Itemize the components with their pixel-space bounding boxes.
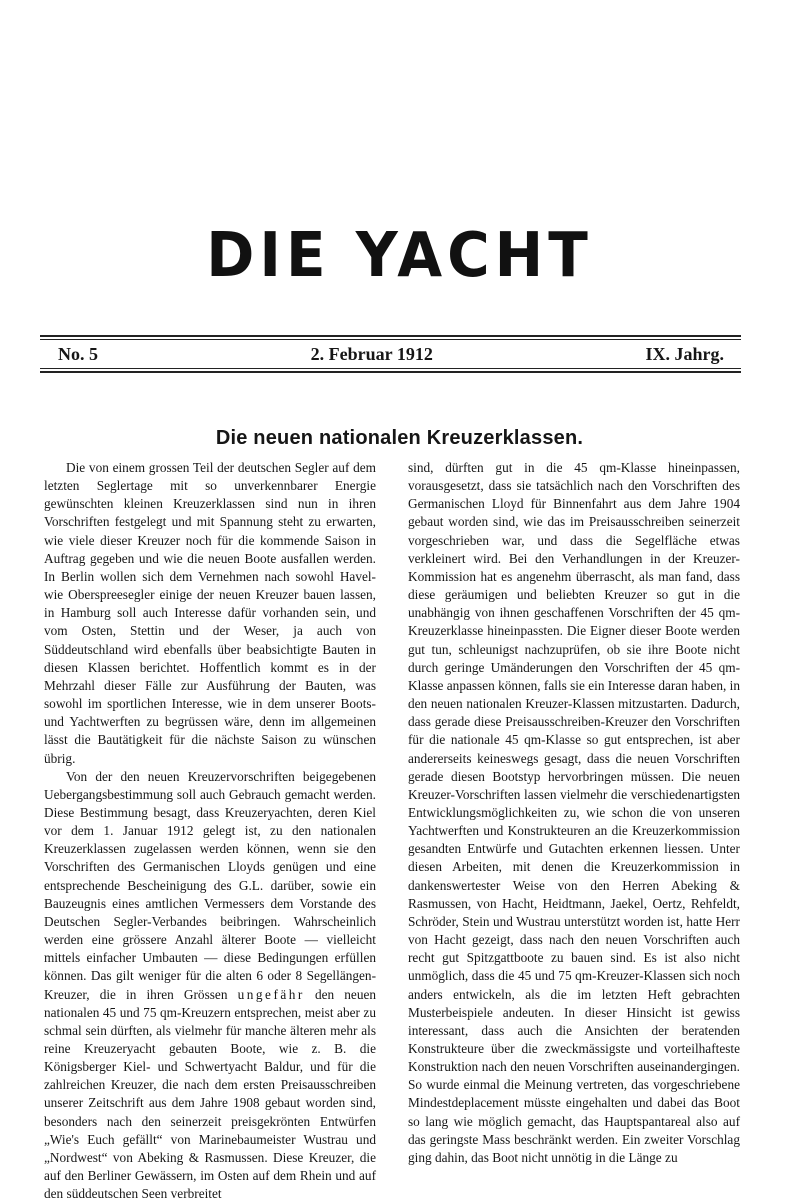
masthead-rule-bottom-thin	[40, 368, 741, 369]
paragraph-continued: sind, dürften gut in die 45 qm-Klasse hineinpassen, vorausgesetzt, dass sie tatsächlich nach den Vorschriften des Germanischen Lloyd für Binnenfahrt aus dem Jahre 1904 gebaut worden sind, wie das im Preisausschreiben seinerzeit vorgeschrieben war, und dass die Segelfläche etwas verkleinert wird. Bei den Verhandlungen in der Kreuzer-Kommission hat es angenehm überrascht, als man fand, dass diese geräumigen und beliebten Kreuzer so gut in die unabhängig von ihnen geschaffenen Vorschriften der 45 qm-Kreuzerklasse hineinpassten. Die Eigner dieser Boote werden gut tun, schleunigst nachzuprüfen, ob sie ihre Boote nicht durch geringe Umänderungen den Vorschriften der 45 qm-Klasse anpassen können, falls sie ein Interesse daran haben, in den neuen nationalen Kreuzer-Klassen mitzustarten. Dadurch, dass gerade diese Preisausschreiben-Kreuzer den Vorschriften für die nationale 45 qm-Klasse so gut entsprechen, ist aber andererseits keineswegs gesagt, dass die neuen Vorschriften gerade diesen Bootstyp hervorbringen müssen. Die neuen Kreuzer-Vorschriften lassen vielmehr die verschiedenartigsten Entwicklungsmöglichkeiten zu, wie schon die von unseren Yachtwerften und Konstrukteuren an die Kreuzerkommission gesandten Entwürfe und Gutachten erkennen liessen. Unter diesen Arbeiten, mit denen die Kreuzerkommission in dankenswertester Weise von den Herren Abeking & Rasmussen, von Hacht, Heidtmann, Jaekel, Oertz, Rehfeldt, Schröder, Stein und Wustrau unterstützt worden ist, hatte Herr von Hacht gezeigt, dass nach den neuen Vorschriften auch recht gut Spitzgattboote zu bauen sind. Es ist also nicht unmöglich, dass die 45 und 75 qm-Kreuzer-Klassen sich noch anders entwickeln, als die im letzten Heft gebrachten Musterbeispiele andeuten. In dieser Hinsicht ist gewiss interessant, dass auch die Ansichten der beratenden Konstrukteure über die zweckmässigste und vorteilhafteste Konstruktion nach den neuen Vorschriften auseinandergingen. So wurde einmal die Meinung vertreten, das vorgeschriebene Mindestdeplacement müsste eingehalten und dabei das Boot so lang wie möglich gemacht, das Hauptspantareal also auf das geringste Mass beschränkt werden. Ein zweiter Vorschlag ging dahin, das Boot nicht unnötig in die Länge zu	[408, 460, 740, 1165]
issue-volume: IX. Jahrg.	[645, 343, 724, 364]
issue-date: 2. Februar 1912	[310, 343, 433, 364]
masthead-title: DIE YACHT	[206, 218, 593, 292]
article-column-right	[408, 459, 740, 1165]
paragraph-text: den neuen nationalen 45 und 75 qm-Kreuzern entsprechen, meist aber zu schmal sein dürften, als vielmehr für manche älteren mehr als reine Kreuzeryacht gebauten Boote, wie z. B. die Königsberger Kiel- und Schwertyacht Baldur, und für die zahlreichen Kreuzer, die nach dem ersten Preisausschreiben unserer Zeitschrift aus dem Jahre 1908 gebaut worden sind, besonders nach den seinerzeit preisgekrönten Entwürfen „Wie's Euch gefällt“ von Marinebaumeister Wustrau und „Nordwest“ von Abeking & Rasmussen. Diese Kreuzer, die auf den Berliner Gewässern, im Osten auf dem Rhein und auf den süddeutschen Seen verbreitet	[44, 986, 377, 1202]
article-title: Die neuen nationalen Kreuzerklassen.	[215, 427, 584, 449]
article-column-left	[44, 459, 377, 1202]
issue-number: No. 5	[58, 343, 98, 364]
masthead-rule-bottom	[40, 371, 741, 373]
masthead-rule-top	[40, 335, 741, 337]
paragraph-text: Von der den neuen Kreuzervorschriften beigegebenen Uebergangsbestimmung soll auch Gebrauch gemacht werden. Diese Bestimmung besagt, dass Kreuzeryachten, deren Kiel vor dem 1. Januar 1912 gelegt ist, zu den nationalen Kreuzerklassen zugelassen werden können, wenn sie den Vorschriften des Germanischen Lloyds genügen und eine entsprechende Bescheinigung des G.L. darüber, sowie ein Bauzeugnis eines amtlichen Vermessers dem Vorstande des Deutschen Segler-Verbandes beibringen. Wahrscheinlich werden eine grössere Anzahl älterer Boote — vielleicht mittels einfacher Umbauten — diese Bedingungen erfüllen können. Das gilt weniger für die alten 6 oder 8 Segellängen-Kreuzer, die in ihren Grössen	[44, 768, 376, 1002]
paragraph: Die von einem grossen Teil der deutschen Segler auf dem letzten Seglertage mit so unverkennbarer Energie gewünschten kleinen Kreuzerklassen sind nun in ihren Vorschriften festgelegt und mit Spannung steht zu erwarten, wie viele dieser Kreuzer noch für die kommende Saison in Auftrag gegeben und wie die neuen Boote ausfallen werden. In Berlin wollen sich dem Vernehmen nach sowohl Havel- wie Oberspreesegler einige der neuen Kreuzer bauen lassen, in Hamburg soll auch Interesse dafür vorhanden sein, und vom Osten, Stettin und der Weser, ja auch von Süddeutschland wird ebenfalls über beabsichtigte Bauten in diesen Klassen berichtet. Hoffentlich kommt es in der Mehrzahl dieser Fälle zur Ausführung der Bauten, was sowohl im sportlichen Interesse, wie in dem unserer Boots- und Yachtwerften zu begrüssen wäre, denn im allgemeinen lässt die Bautätigkeit für die nächste Saison zu wünschen übrig.	[44, 460, 376, 766]
issue-line	[58, 342, 724, 366]
paragraph	[44, 768, 376, 1203]
spaced-emphasis: ungefähr	[237, 986, 305, 1002]
masthead-rule-top-thin	[40, 339, 741, 340]
